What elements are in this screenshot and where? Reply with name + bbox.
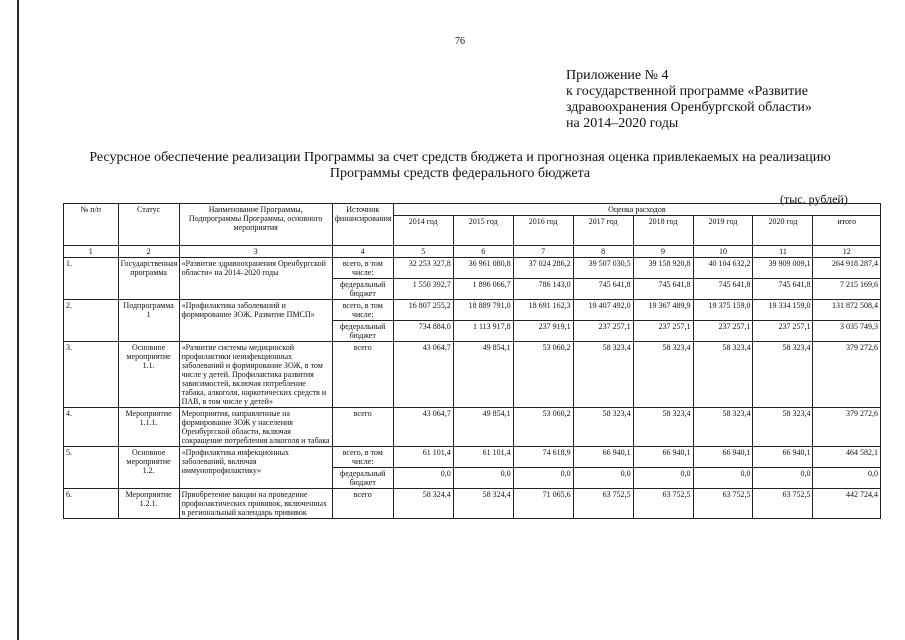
row-status: Мероприятие 1.2.1. — [118, 489, 179, 519]
header-status: Статус — [118, 204, 179, 246]
column-number: 12 — [813, 246, 881, 258]
budget-table — [63, 203, 881, 519]
total-cell: 442 724,4 — [813, 489, 881, 519]
table-row — [64, 300, 881, 321]
table-row — [64, 489, 881, 519]
column-numbers-row — [64, 246, 881, 258]
row-status: Государственная программа — [118, 258, 179, 300]
value-cell: 58 323,4 — [573, 408, 633, 447]
header-year: 2020 год — [753, 216, 813, 246]
header-year: 2017 год — [573, 216, 633, 246]
value-cell: 19 407 492,0 — [573, 300, 633, 321]
value-cell: 49 854,1 — [453, 408, 513, 447]
appendix-block — [566, 68, 886, 132]
value-cell: 58 323,4 — [753, 408, 813, 447]
total-cell: 131 872 508,4 — [813, 300, 881, 321]
value-cell: 43 064,7 — [393, 342, 453, 408]
value-cell: 786 143,0 — [513, 279, 573, 300]
header-name: Наименование Программы, Подпрограммы Программы, основного мероприятия — [179, 204, 332, 246]
value-cell: 74 618,9 — [513, 447, 573, 468]
value-cell: 0,0 — [453, 468, 513, 489]
value-cell: 39 909 009,1 — [753, 258, 813, 279]
value-cell: 40 104 632,2 — [693, 258, 753, 279]
value-cell: 0,0 — [753, 468, 813, 489]
column-number: 9 — [633, 246, 693, 258]
value-cell: 745 641,8 — [693, 279, 753, 300]
value-cell: 734 884,0 — [393, 321, 453, 342]
value-cell: 58 323,4 — [753, 342, 813, 408]
value-cell: 237 257,1 — [633, 321, 693, 342]
header-year: 2019 год — [693, 216, 753, 246]
title-line: Ресурсное обеспечение реализации Программы за счет средств бюджета и прогнозная оценка привлекаемых на реализацию — [89, 150, 831, 165]
row-source: всего — [332, 408, 393, 447]
value-cell: 0,0 — [693, 468, 753, 489]
value-cell: 32 253 327,8 — [393, 258, 453, 279]
row-source: всего, в том числе: — [332, 447, 393, 468]
value-cell: 18 691 162,3 — [513, 300, 573, 321]
column-number: 2 — [118, 246, 179, 258]
row-status: Основное мероприятие 1.1. — [118, 342, 179, 408]
table-row — [64, 408, 881, 447]
value-cell: 19 334 159,0 — [753, 300, 813, 321]
appendix-line: на 2014–2020 годы — [566, 116, 679, 131]
value-cell: 0,0 — [573, 468, 633, 489]
header-year: 2015 год — [453, 216, 513, 246]
value-cell: 63 752,5 — [573, 489, 633, 519]
page-number: 76 — [455, 36, 465, 47]
value-cell: 19 367 489,9 — [633, 300, 693, 321]
value-cell: 58 323,4 — [693, 408, 753, 447]
column-number: 7 — [513, 246, 573, 258]
value-cell: 63 752,5 — [753, 489, 813, 519]
value-cell: 53 060,2 — [513, 408, 573, 447]
title-line: Программы средств федерального бюджета — [329, 166, 591, 181]
row-num: 2. — [64, 300, 119, 342]
header-source: Источник финансирования — [332, 204, 393, 246]
value-cell: 39 507 030,5 — [573, 258, 633, 279]
row-source: федеральный бюджет — [332, 321, 393, 342]
value-cell: 63 752,5 — [693, 489, 753, 519]
header-year: 2014 год — [393, 216, 453, 246]
value-cell: 0,0 — [633, 468, 693, 489]
appendix-line: Приложение № 4 — [566, 68, 669, 83]
row-name: Приобретение вакцин на проведение профилактических прививок, включенных в региональный календарь прививок — [179, 489, 332, 519]
value-cell: 745 641,8 — [753, 279, 813, 300]
value-cell: 49 854,1 — [453, 342, 513, 408]
value-cell: 63 752,5 — [633, 489, 693, 519]
row-status: Подпрограмма 1 — [118, 300, 179, 342]
value-cell: 0,0 — [513, 468, 573, 489]
row-source: федеральный бюджет — [332, 279, 393, 300]
value-cell: 66 940,1 — [633, 447, 693, 468]
row-source: федеральный бюджет — [332, 468, 393, 489]
row-name: Мероприятия, направленные на формирование ЗОЖ у населения Оренбургской области, включая сокращение потребления алкоголя и табака — [179, 408, 332, 447]
column-number: 4 — [332, 246, 393, 258]
row-num: 6. — [64, 489, 119, 519]
value-cell: 237 919,1 — [513, 321, 573, 342]
header-total: итого — [813, 216, 881, 246]
row-source: всего — [332, 342, 393, 408]
column-number: 3 — [179, 246, 332, 258]
total-cell: 7 215 169,6 — [813, 279, 881, 300]
appendix-line: здравоохранения Оренбургской области» — [566, 100, 812, 115]
value-cell: 19 375 159,0 — [693, 300, 753, 321]
value-cell: 39 158 920,8 — [633, 258, 693, 279]
total-cell: 3 035 749,3 — [813, 321, 881, 342]
value-cell: 237 257,1 — [693, 321, 753, 342]
row-source: всего, в том числе: — [332, 300, 393, 321]
value-cell: 745 641,8 — [573, 279, 633, 300]
value-cell: 61 101,4 — [453, 447, 513, 468]
value-cell: 0,0 — [393, 468, 453, 489]
value-cell: 1 550 392,7 — [393, 279, 453, 300]
header-estimate: Оценка расходов — [393, 204, 880, 216]
appendix-line: к государственной программе «Развитие — [566, 84, 808, 99]
value-cell: 237 257,1 — [753, 321, 813, 342]
column-number: 8 — [573, 246, 633, 258]
row-num: 3. — [64, 342, 119, 408]
value-cell: 58 323,4 — [693, 342, 753, 408]
value-cell: 58 323,4 — [633, 408, 693, 447]
value-cell: 37 024 286,2 — [513, 258, 573, 279]
table-row — [64, 342, 881, 408]
column-number: 5 — [393, 246, 453, 258]
document-title — [40, 150, 880, 182]
value-cell: 36 961 080,8 — [453, 258, 513, 279]
header-year: 2016 год — [513, 216, 573, 246]
value-cell: 58 324,4 — [453, 489, 513, 519]
row-num: 4. — [64, 408, 119, 447]
value-cell: 1 113 917,8 — [453, 321, 513, 342]
value-cell: 237 257,1 — [573, 321, 633, 342]
column-number: 6 — [453, 246, 513, 258]
row-num: 5. — [64, 447, 119, 489]
row-source: всего — [332, 489, 393, 519]
value-cell: 1 896 066,7 — [453, 279, 513, 300]
row-name: «Развитие системы медицинской профилактики неинфекционных заболеваний и формирование ЗОЖ, в том числе у детей. Профилактика развития зависимостей, включая потребление табака, алкоголя, наркотических средств и ПАВ, в том числе у детей» — [179, 342, 332, 408]
row-num: 1. — [64, 258, 119, 300]
total-cell: 464 582,1 — [813, 447, 881, 468]
row-name: «Профилактика инфекционных заболеваний, включая иммунопрофилактику» — [179, 447, 332, 489]
value-cell: 61 101,4 — [393, 447, 453, 468]
value-cell: 66 940,1 — [693, 447, 753, 468]
header-year: 2018 год — [633, 216, 693, 246]
value-cell: 58 323,4 — [573, 342, 633, 408]
total-cell: 0,0 — [813, 468, 881, 489]
value-cell: 18 889 791,0 — [453, 300, 513, 321]
value-cell: 53 060,2 — [513, 342, 573, 408]
column-number: 10 — [693, 246, 753, 258]
row-name: «Развитие здравоохранения Оренбургской области» на 2014–2020 годы — [179, 258, 332, 300]
column-number: 11 — [753, 246, 813, 258]
row-status: Основное мероприятие 1.2. — [118, 447, 179, 489]
total-cell: 264 918 287,4 — [813, 258, 881, 279]
column-number: 1 — [64, 246, 119, 258]
value-cell: 71 065,6 — [513, 489, 573, 519]
value-cell: 16 807 255,2 — [393, 300, 453, 321]
total-cell: 379 272,6 — [813, 342, 881, 408]
unit-label: (тыс. рублей) — [780, 192, 848, 206]
row-name: «Профилактика заболеваний и формирование ЗОЖ. Развитие ПМСП» — [179, 300, 332, 342]
row-status: Мероприятие 1.1.1. — [118, 408, 179, 447]
table-row — [64, 447, 881, 468]
value-cell: 66 940,1 — [753, 447, 813, 468]
table-row — [64, 258, 881, 279]
header-num: № п/п — [64, 204, 119, 246]
value-cell: 58 324,4 — [393, 489, 453, 519]
page-left-edge — [17, 0, 19, 640]
value-cell: 58 323,4 — [633, 342, 693, 408]
value-cell: 745 641,8 — [633, 279, 693, 300]
value-cell: 43 064,7 — [393, 408, 453, 447]
row-source: всего, в том числе: — [332, 258, 393, 279]
total-cell: 379 272,6 — [813, 408, 881, 447]
value-cell: 66 940,1 — [573, 447, 633, 468]
